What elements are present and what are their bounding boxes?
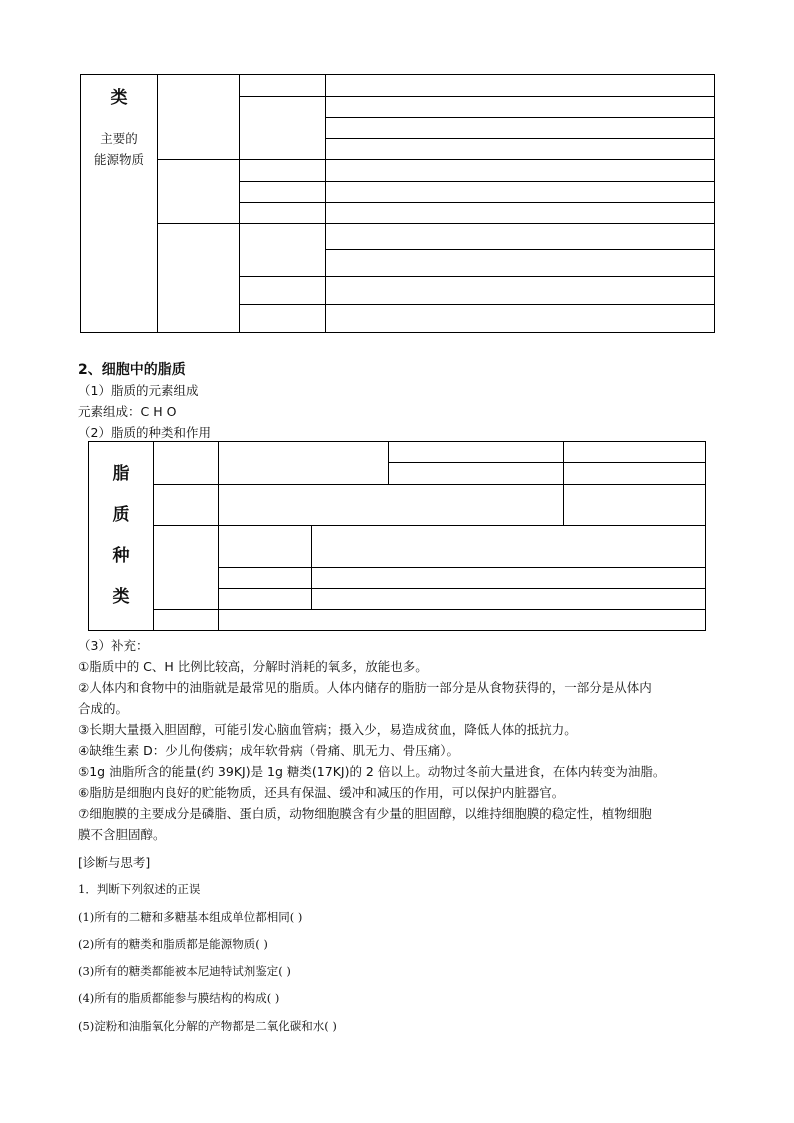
question-item: (2)所有的糖类和脂质都是能源物质( ) <box>78 937 268 951</box>
cell <box>219 610 706 631</box>
label-char: 类 <box>110 88 128 108</box>
cell <box>326 250 715 277</box>
question-heading: 1．判断下列叙述的正误 <box>78 882 201 896</box>
cell <box>158 224 240 333</box>
question-item: (3)所有的糖类都能被本尼迪特试剂鉴定( ) <box>78 964 291 978</box>
cell <box>312 526 706 568</box>
sugar-table <box>80 74 715 333</box>
cell <box>154 485 219 526</box>
cell <box>564 442 706 463</box>
cell <box>158 160 240 224</box>
cell <box>326 305 715 333</box>
cell <box>219 589 312 610</box>
supplement-title: （3）补充： <box>78 638 149 653</box>
question-item: (4)所有的脂质都能参与膜结构的构成( ) <box>78 991 280 1005</box>
cell <box>564 463 706 485</box>
label-char: 种 <box>112 546 130 566</box>
cell <box>240 182 326 203</box>
cell <box>240 224 326 277</box>
cell <box>219 442 389 485</box>
cell <box>326 224 715 250</box>
label-text-1: 主要的 <box>100 131 138 146</box>
cell <box>326 75 715 97</box>
sugar-table-label <box>81 75 158 333</box>
cell <box>240 160 326 182</box>
cell <box>326 118 715 139</box>
supplement-item: ④缺维生素 D：少儿佝偻病；成年软骨病（骨痛、肌无力、骨压痛）。 <box>78 743 460 758</box>
cell <box>219 568 312 589</box>
diagnosis-title: [诊断与思考] <box>78 855 151 870</box>
cell <box>154 442 219 485</box>
cell <box>326 182 715 203</box>
question-item: (5)淀粉和油脂氧化分解的产物都是二氧化碳和水( ) <box>78 1019 337 1033</box>
label-text-2: 能源物质 <box>93 152 144 167</box>
section-title: 2、细胞中的脂质 <box>78 362 186 378</box>
question-item: (1)所有的二糖和多糖基本组成单位都相同( ) <box>78 910 303 924</box>
subsection-2: （2）脂质的种类和作用 <box>78 425 211 440</box>
cell <box>326 160 715 182</box>
cell <box>240 305 326 333</box>
supplement-item: ⑦细胞膜的主要成分是磷脂、蛋白质，动物细胞膜含有少量的胆固醇，以维持细胞膜的稳定性，植物细胞 <box>78 806 652 821</box>
cell <box>326 277 715 305</box>
label-char: 类 <box>112 587 130 607</box>
cell <box>240 97 326 160</box>
cell <box>312 568 706 589</box>
lipid-table-label <box>89 442 154 631</box>
supplement-item: 合成的。 <box>78 701 129 716</box>
supplement-item: ①脂质中的 C、H 比例比较高，分解时消耗的氧多，放能也多。 <box>78 659 428 674</box>
supplement-item: ⑤1g 油脂所含的能量(约 39KJ)是 1g 糖类(17KJ)的 2 倍以上。动物过冬前大量进食，在体内转变为油脂。 <box>78 764 666 779</box>
supplement-item: ③长期大量摄入胆固醇，可能引发心脑血管病；摄入少，易造成贫血，降低人体的抵抗力。 <box>78 722 577 737</box>
cell <box>326 97 715 118</box>
supplement-item: ②人体内和食物中的油脂就是最常见的脂质。人体内储存的脂肪一部分是从食物获得的，一部分是从体内 <box>78 680 652 695</box>
subsection-1: （1）脂质的元素组成 <box>78 383 199 398</box>
cell <box>326 203 715 224</box>
cell <box>312 589 706 610</box>
cell <box>389 463 564 485</box>
element-composition: 元素组成：C H O <box>78 404 177 419</box>
cell <box>240 75 326 97</box>
cell <box>564 485 706 526</box>
label-char: 脂 <box>112 464 130 484</box>
supplement-item: ⑥脂肪是细胞内良好的贮能物质，还具有保温、缓冲和减压的作用，可以保护内脏器官。 <box>78 785 565 800</box>
label-char: 质 <box>112 505 130 525</box>
cell <box>219 526 312 568</box>
cell <box>240 203 326 224</box>
cell <box>154 610 219 631</box>
lipid-table <box>88 441 706 631</box>
cell <box>326 139 715 160</box>
cell <box>219 485 564 526</box>
cell <box>154 526 219 610</box>
cell <box>389 442 564 463</box>
cell <box>240 277 326 305</box>
supplement-item: 膜不含胆固醇。 <box>78 827 166 842</box>
cell <box>158 75 240 160</box>
